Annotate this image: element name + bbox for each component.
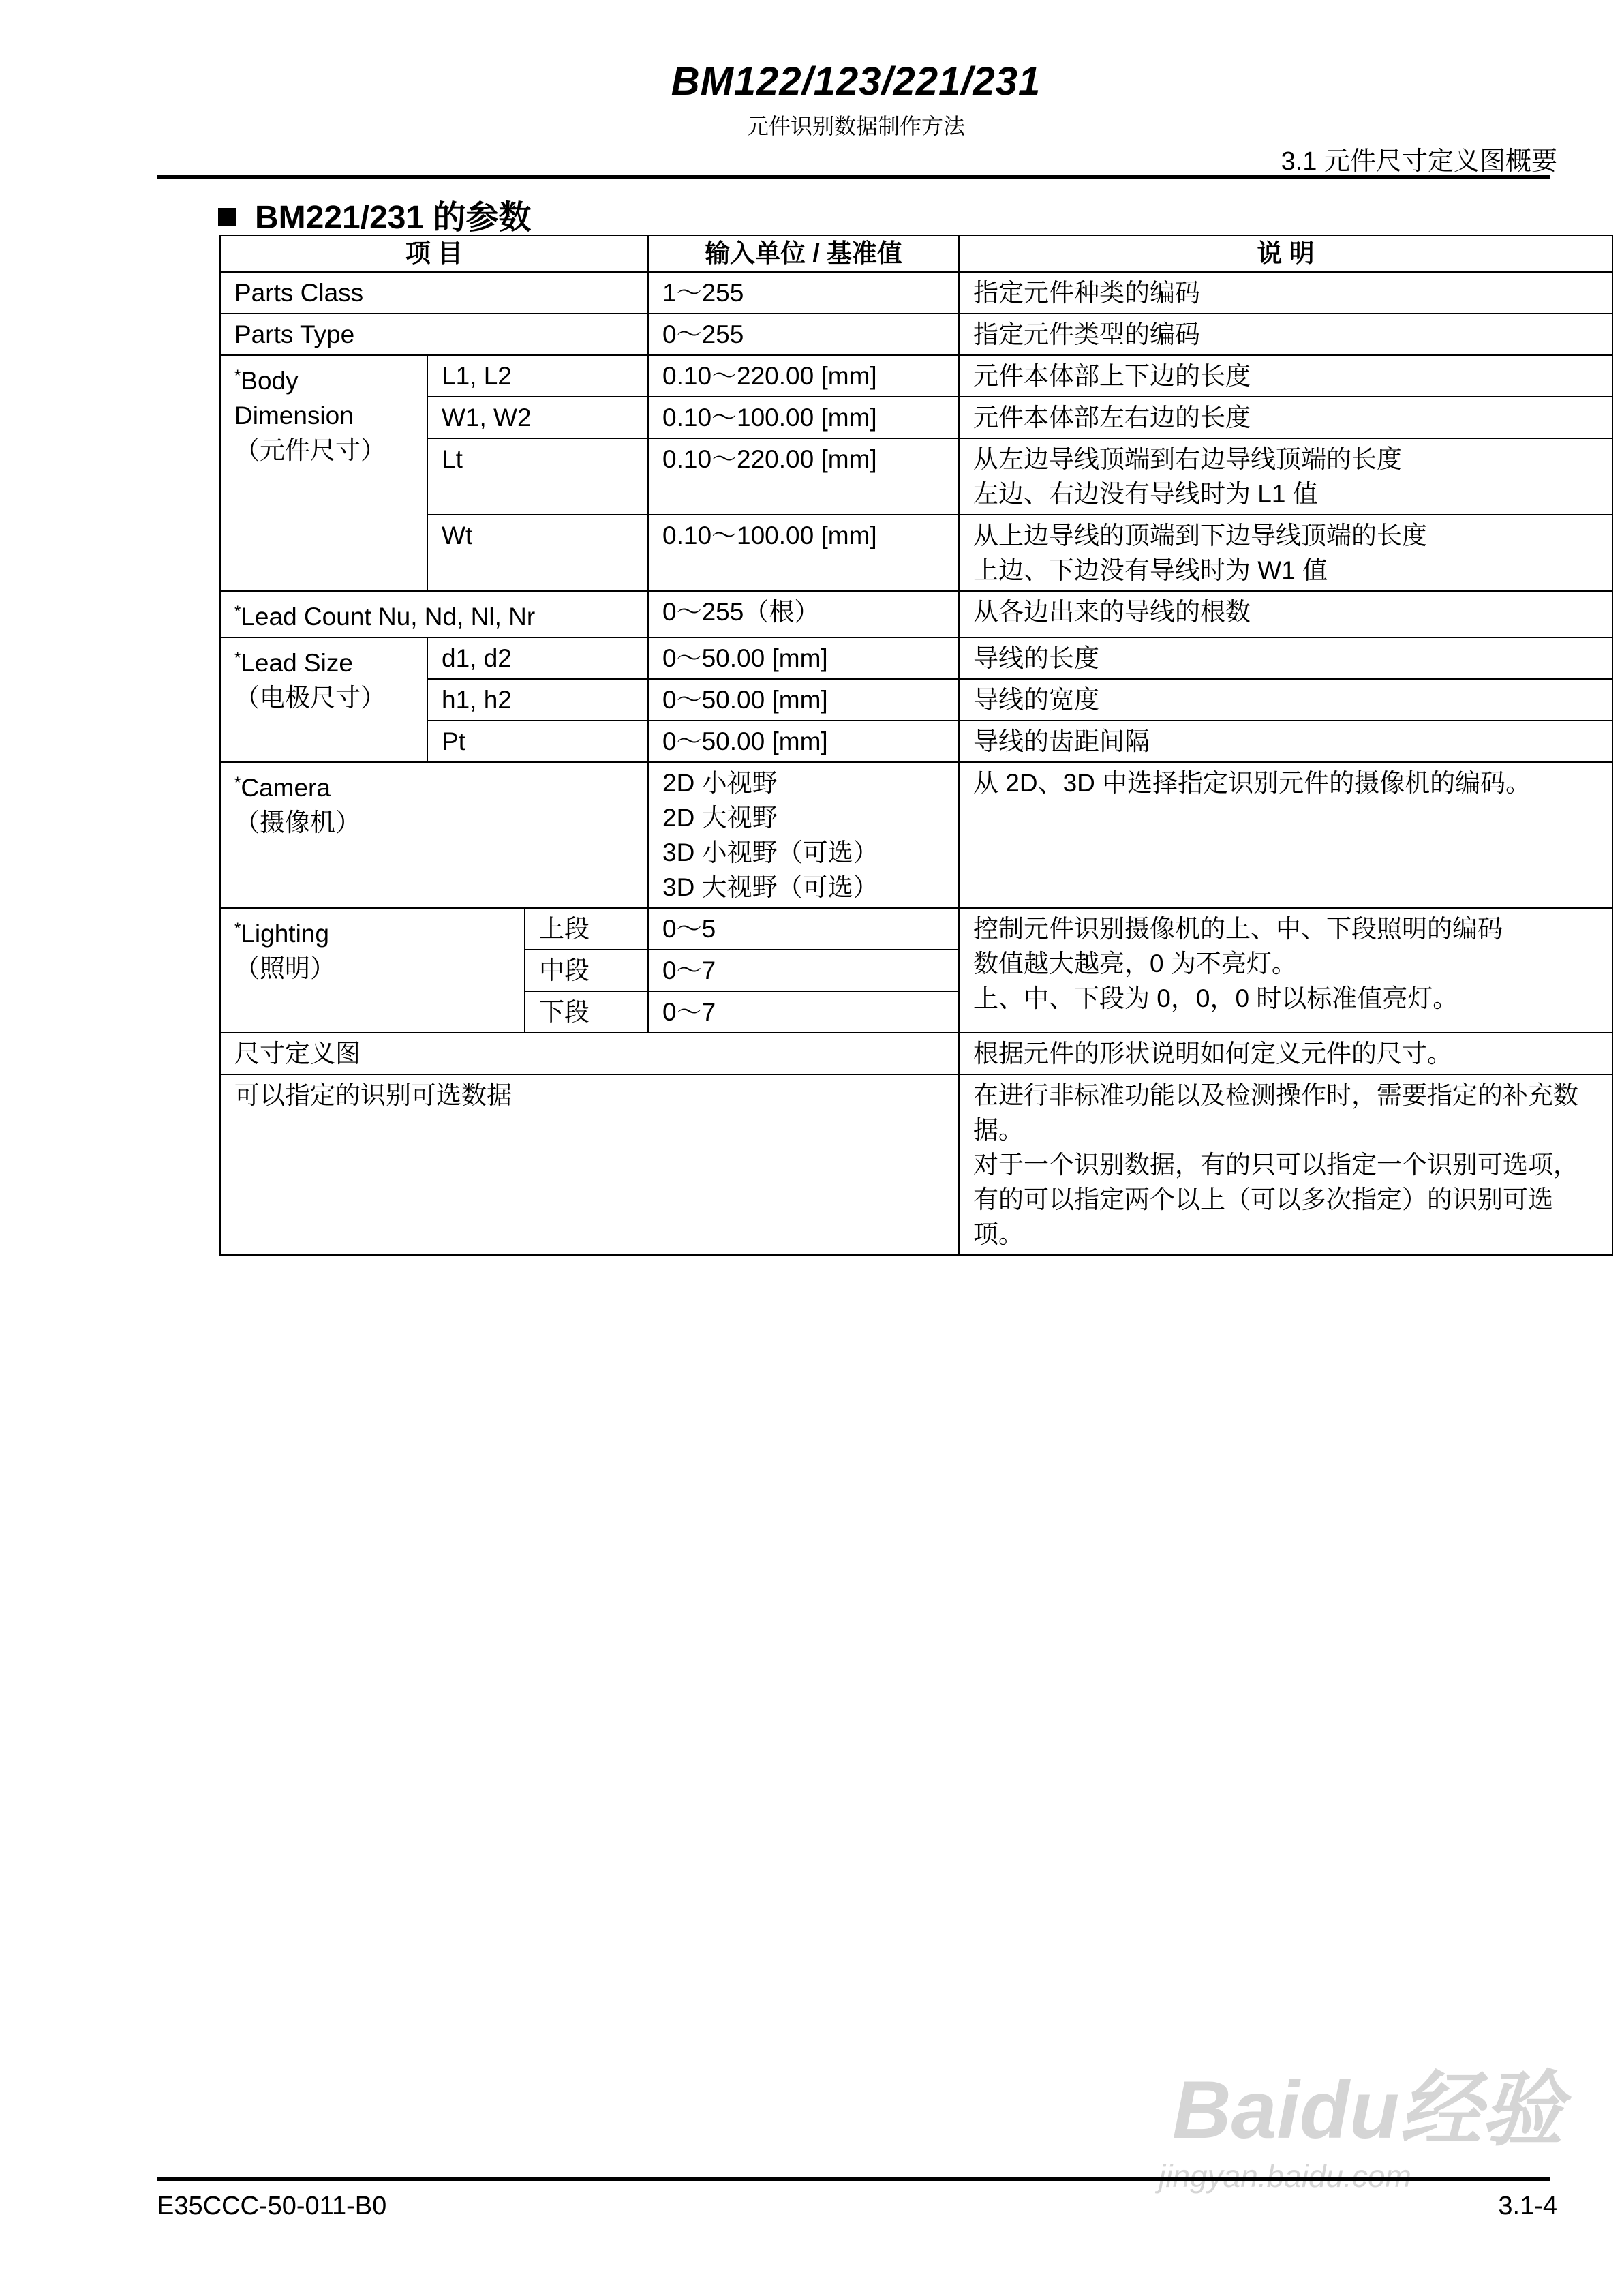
lighting-sub-middle: 中段 [525,950,648,991]
body-desc-l: 元件本体部上下边的长度 [959,355,1612,397]
lead-size-label: Lead Size （电极尺寸） [234,649,386,712]
lighting-value-middle: 0～7 [648,950,959,991]
lead-desc-pt: 导线的齿距间隔 [959,721,1612,762]
lead-value-h: 0～50.00 [mm] [648,679,959,721]
table-row-parts-type [220,314,1612,355]
parts-class-desc: 指定元件种类的编码 [959,272,1612,314]
camera-desc: 从 2D、3D 中选择指定识别元件的摄像机的编码。 [959,762,1612,908]
lead-sub-pt: Pt [427,721,648,762]
table-row-body-l [220,355,1612,397]
square-bullet-icon [218,208,236,226]
document-code: E35CCC-50-011-B0 [157,2192,387,2220]
table-row-camera [220,762,1612,908]
parameter-table [219,235,1613,1256]
optional-data-name: 可以指定的识别可选数据 [220,1074,959,1255]
lead-sub-d: d1, d2 [427,637,648,679]
table-row-parts-class [220,272,1612,314]
section-heading [218,191,532,238]
header-unit: 输入单位 / 基准值 [648,235,959,272]
body-dimension-name [220,355,427,591]
table-row-optional-data [220,1074,1612,1255]
parts-type-name: Parts Type [220,314,648,355]
table-header-row [220,235,1612,272]
table-row-body-lt [220,438,1612,515]
document-title: BM122/123/221/231 [671,59,1041,104]
heading-text: BM221/231 的参数 [255,200,532,236]
lighting-sub-lower: 下段 [525,991,648,1033]
body-sub-lt: Lt [427,438,648,515]
body-dimension-label: Body Dimension （元件尺寸） [234,367,386,464]
lead-value-pt: 0～50.00 [mm] [648,721,959,762]
lighting-desc: 控制元件识别摄像机的上、中、下段照明的编码 数值越大越亮，0 为不亮灯。 上、中、下段为 0，0，0 时以标准值亮灯。 [959,908,1612,1033]
body-value-w: 0.10～100.00 [mm] [648,397,959,438]
body-sub-wt: Wt [427,515,648,591]
lead-count-name [220,591,648,637]
dimension-drawing-name: 尺寸定义图 [220,1033,959,1074]
parts-class-name: Parts Class [220,272,648,314]
body-sub-l: L1, L2 [427,355,648,397]
body-sub-w: W1, W2 [427,397,648,438]
header-item: 项 目 [220,235,648,272]
body-desc-wt: 从上边导线的顶端到下边导线顶端的长度 上边、下边没有导线时为 W1 值 [959,515,1612,591]
required-mark: * [234,774,241,792]
baidu-watermark-logo: Baidu经验 [1172,2064,1563,2156]
header-description: 说 明 [959,235,1612,272]
footer-rule [157,2177,1550,2181]
dimension-drawing-desc: 根据元件的形状说明如何定义元件的尺寸。 [959,1033,1612,1074]
required-mark: * [234,649,241,667]
section-header: 3.1 元件尺寸定义图概要 [1281,147,1557,176]
camera-label: Camera （摄像机） [234,774,361,836]
body-desc-w: 元件本体部左右边的长度 [959,397,1612,438]
lead-value-d: 0～50.00 [mm] [648,637,959,679]
document-subtitle: 元件识别数据制作方法 [746,114,965,138]
table-row-lighting-upper [220,908,1612,950]
lighting-sub-upper: 上段 [525,908,648,950]
lighting-value-upper: 0～5 [648,908,959,950]
parts-type-desc: 指定元件类型的编码 [959,314,1612,355]
table-row-body-wt [220,515,1612,591]
lead-size-name [220,637,427,762]
lead-desc-h: 导线的宽度 [959,679,1612,721]
lighting-value-lower: 0～7 [648,991,959,1033]
required-mark: * [234,603,241,621]
lead-desc-d: 导线的长度 [959,637,1612,679]
lead-count-desc: 从各边出来的导线的根数 [959,591,1612,637]
table-row-lead-d [220,637,1612,679]
optional-data-desc: 在进行非标准功能以及检测操作时，需要指定的补充数据。 对于一个识别数据，有的只可以指定一个识别可选项，有的可以指定两个以上（可以多次指定）的识别可选项。 [959,1074,1612,1255]
parts-class-value: 1～255 [648,272,959,314]
required-mark: * [234,920,241,938]
body-value-wt: 0.10～100.00 [mm] [648,515,959,591]
lead-sub-h: h1, h2 [427,679,648,721]
body-value-l: 0.10～220.00 [mm] [648,355,959,397]
header-rule [157,175,1550,179]
camera-name [220,762,648,908]
table-row-lead-pt [220,721,1612,762]
lead-count-label: Lead Count Nu, Nd, Nl, Nr [241,603,536,631]
camera-value: 2D 小视野 2D 大视野 3D 小视野（可选） 3D 大视野（可选） [648,762,959,908]
table-row-lead-h [220,679,1612,721]
required-mark: * [234,367,241,385]
table-row-lead-count [220,591,1612,637]
table-row-body-w [220,397,1612,438]
lead-count-value: 0～255（根） [648,591,959,637]
body-desc-lt: 从左边导线顶端到右边导线顶端的长度 左边、右边没有导线时为 L1 值 [959,438,1612,515]
parts-type-value: 0～255 [648,314,959,355]
table-row-dimension-drawing [220,1033,1612,1074]
lighting-name [220,908,525,1033]
watermark-url: jingyan.baidu.com [1159,2158,1411,2194]
lighting-label: Lighting （照明） [234,920,335,982]
body-value-lt: 0.10～220.00 [mm] [648,438,959,515]
page-number: 3.1-4 [1498,2192,1557,2220]
